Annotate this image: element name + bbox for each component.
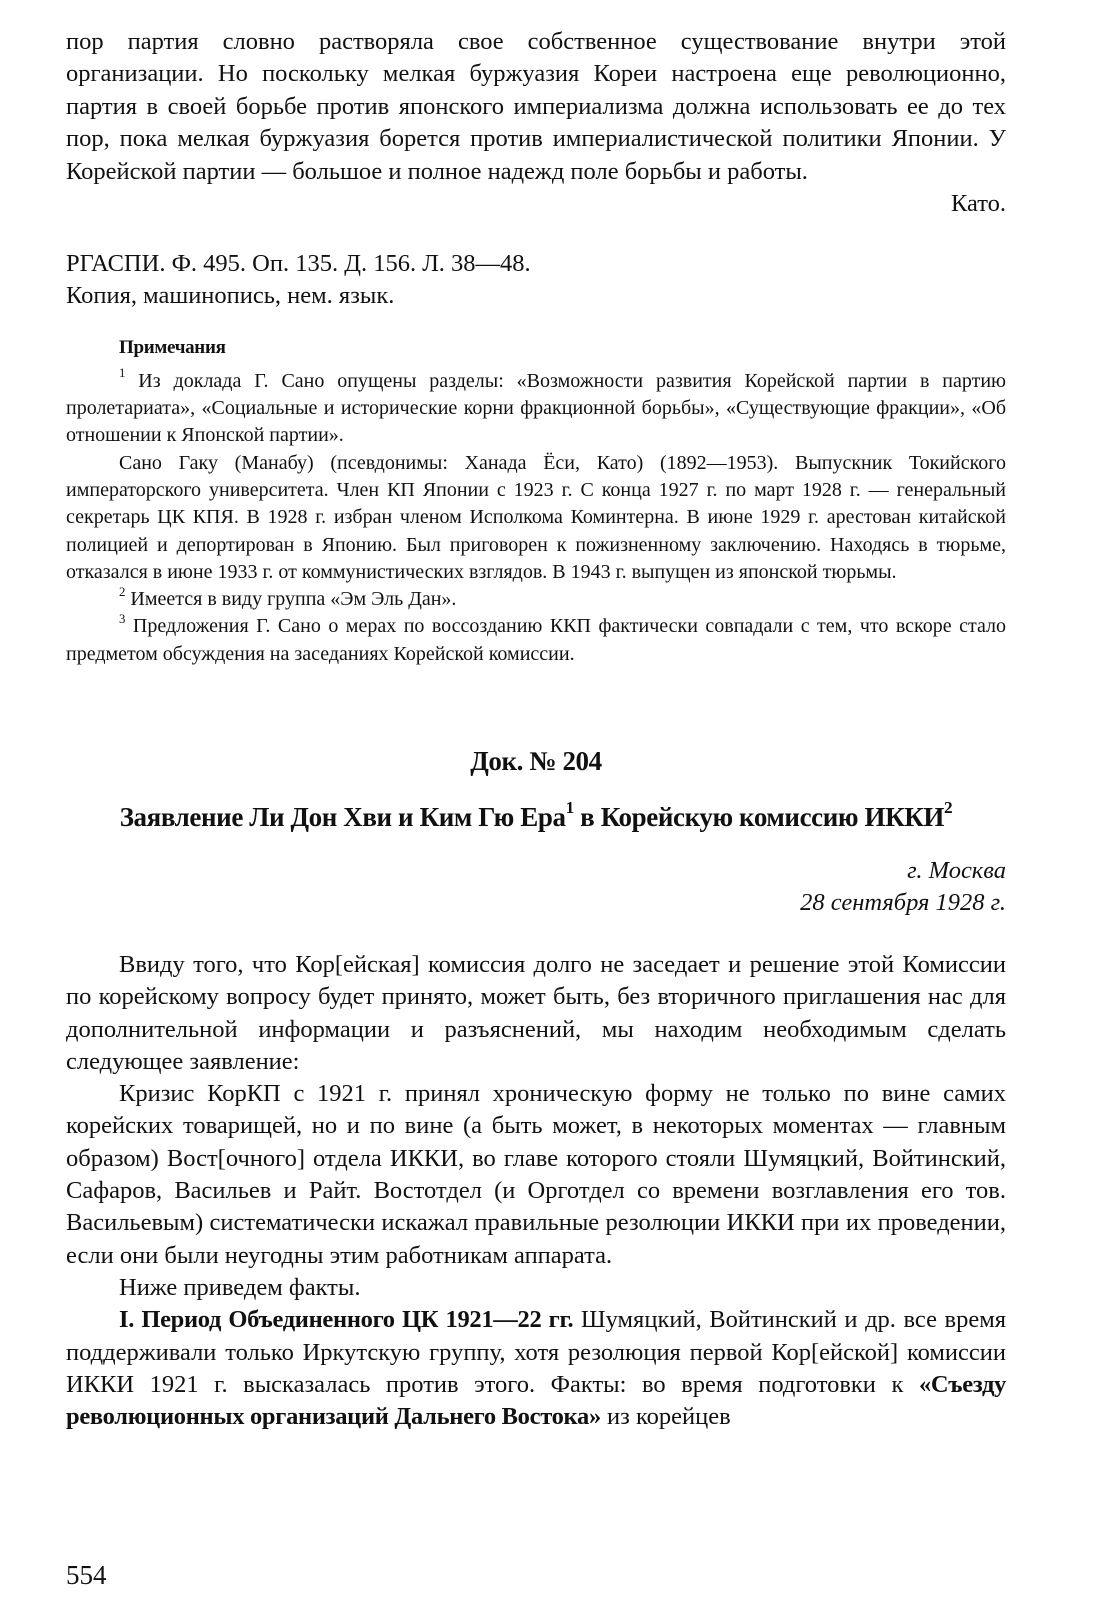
signature: Като.: [950, 190, 1006, 218]
note-3-marker: 3: [119, 611, 126, 626]
document-number-heading: Док. № 204: [470, 746, 602, 776]
archive-reference: РГАСПИ. Ф. 495. Оп. 135. Д. 156. Л. 38—48.: [66, 250, 531, 278]
document-title: [66, 798, 1006, 833]
page-number: 554: [66, 1560, 107, 1590]
top-text-block: [66, 26, 1006, 220]
document-paragraph-1: Ввиду того, что Кор[ейская] комиссия долго не заседает и решение этой Комиссии по корейскому вопросу будет принято, может быть, без вторичного приглашения нас для дополнительной информации и разъяснений, мы находим необходимым сделать следующее заявление:: [66, 951, 1006, 1075]
document-title-part2: в Корейскую комиссию ИККИ: [573, 802, 945, 832]
document-title-footnote-2: 2: [944, 798, 953, 818]
note-1-biography: Сано Гаку (Манабу) (псевдонимы: Ханада Ёси, Като) (1892—1953). Выпускник Токийского императорского университета. Член КП Японии с 1923 г. С конца 1927 г. по март 1928 г. — генеральный секретарь ЦК КПЯ. В 1928 г. избран членом Исполкома Коминтерна. В июне 1929 г. арестован китайской полицией и депортирован в Японию. Был приговорен к пожизненному заключению. Находясь в тюрьме, отказался в июне 1933 г. от коммунистических взглядов. В 1943 г. выпущен из японской тюрьмы.: [66, 451, 1006, 583]
note-3: [66, 613, 1006, 668]
document-place: г. Москва: [907, 857, 1006, 884]
document-body: [66, 949, 1006, 1433]
notes-title: Примечания: [119, 337, 226, 359]
document-paragraph-3: Ниже приведем факты.: [119, 1273, 361, 1301]
note-3-text: Предложения Г. Сано о мерах по воссозданию ККП фактически совпадали с тем, что вскоре стало предметом обсуждения на заседаниях Корейской комиссии.: [66, 615, 1006, 665]
period-heading: I. Период Объединенного ЦК 1921—22 гг.: [119, 1306, 574, 1334]
document-paragraph-4-text-end: из корейцев: [600, 1403, 731, 1431]
note-1-text: Из доклада Г. Сано опущены разделы: «Возможности развития Корейской партии в партию пролетариата», «Социальные и исторические корни фракционной борьбы», «Существующие фракции», «Об отношении к Японской партии».: [66, 369, 1006, 447]
document-paragraph-4-text: Шумяцкий, Войтинский и др. все время поддерживали только Иркутскую группу, хотя резолюция первой Кор[ейской] комиссии ИККИ 1921 г. высказалась против этого. Факты: во время подготовки к: [66, 1306, 1006, 1398]
top-paragraph: пор партия словно растворяла свое собственное существование внутри этой организации. Но поскольку мелкая буржуазия Кореи настроена еще революционно, партия в своей борьбе против японского империализма должна использовать ее до тех пор, пока мелкая буржуазия борется против империалистической политики Японии. У Корейской партии — большое и полное надежд поле борьбы и работы.: [66, 28, 1006, 185]
note-2-marker: 2: [119, 584, 126, 599]
document-paragraph-2: Кризис КорКП с 1921 г. принял хроническую форму не только по вине самих корейских товарищей, но и по вине (а быть может, в некоторых моментах — главным образом) Вост[очного] отдела ИККИ, во главе которого стояли Шумяцкий, Войтинский, Сафаров, Васильев и Райт. Востотдел (и Орготдел со времени возглавления его тов. Васильевым) систематически искажал правильные резолюции ИККИ при их проведении, если они были неугодны этим работникам аппарата.: [66, 1080, 1006, 1269]
note-2-text: Имеется в виду группа «Эм Эль Дан».: [125, 588, 457, 611]
archive-copy-note: Копия, машинопись, нем. язык.: [66, 282, 395, 310]
document-page: [66, 26, 1006, 1433]
note-2: [66, 586, 1006, 613]
notes-section: [66, 334, 1006, 668]
document-date: 28 сентября 1928 г.: [800, 889, 1006, 916]
document-title-footnote-1: 1: [565, 798, 574, 818]
note-1-marker: 1: [119, 366, 126, 381]
document-title-part1: Заявление Ли Дон Хви и Ким Гю Ера: [119, 802, 566, 832]
document-paragraph-4: [66, 1304, 1006, 1433]
archive-reference-block: [66, 248, 1006, 312]
congress-name: «Съезду революционных организаций Дальнего Востока»: [66, 1370, 1006, 1431]
note-1: [66, 368, 1006, 450]
place-date-block: [66, 855, 1006, 919]
